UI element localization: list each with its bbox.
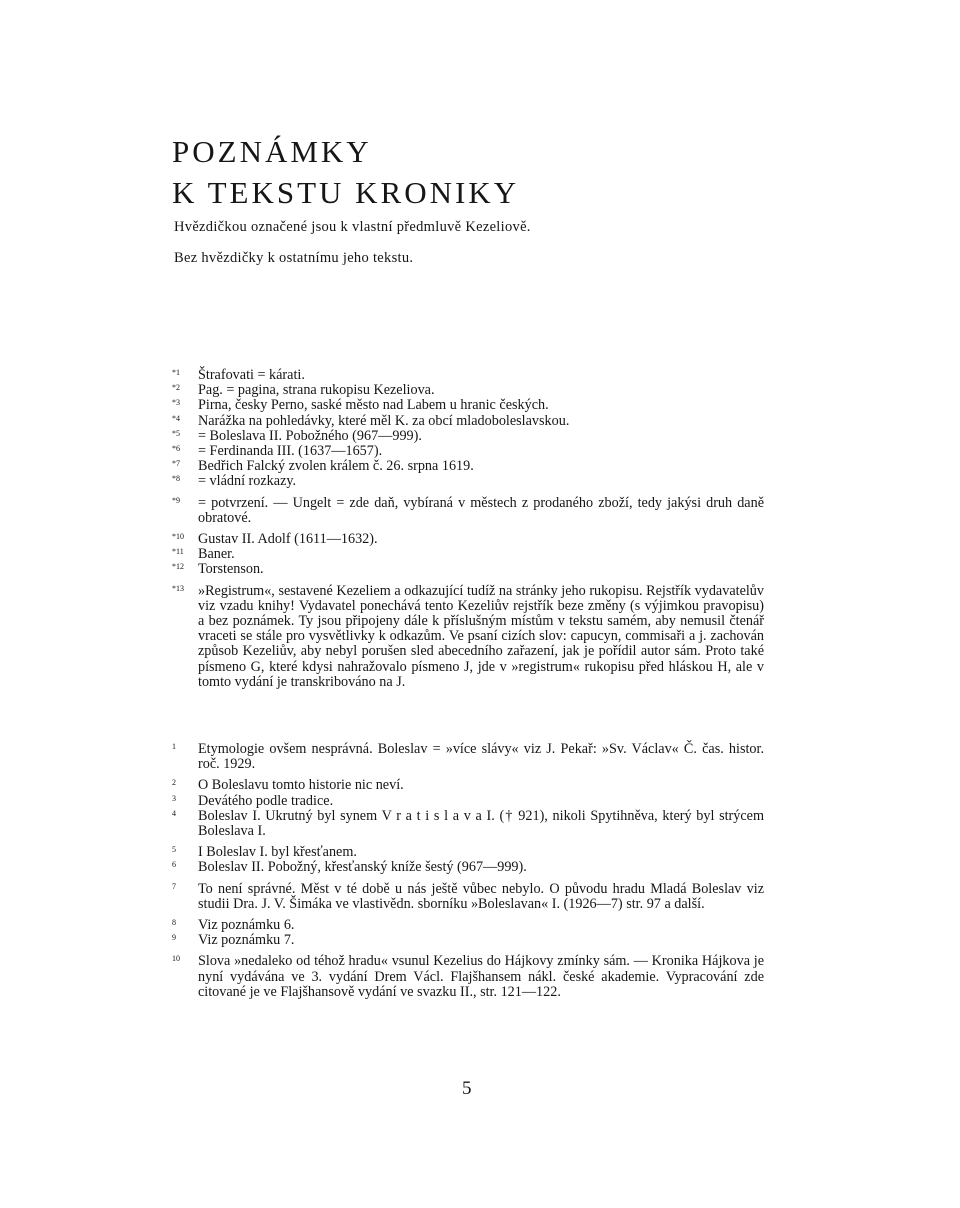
note-marker: 7	[172, 881, 176, 891]
note-marker: 6	[172, 860, 176, 870]
note-marker: *8	[172, 474, 180, 484]
note-marker: *2	[172, 383, 180, 393]
preface-note	[172, 398, 764, 413]
preface-note	[172, 368, 764, 383]
preface-note	[172, 532, 764, 547]
note-marker: *12	[172, 562, 184, 572]
note-marker: 9	[172, 933, 176, 943]
note-marker: *1	[172, 368, 180, 377]
preface-note	[172, 459, 764, 474]
note-text: Devátého podle tradice.	[198, 792, 334, 809]
note-marker: *9	[172, 495, 180, 505]
note-text: = Ferdinanda III. (1637—1657).	[198, 443, 383, 460]
intro-line-1: Hvězdičkou označené jsou k vlastní předmluvě Kezeliově.	[174, 219, 531, 235]
note-text: Boleslav II. Pobožný, křesťanský kníže šestý (967—999).	[198, 859, 527, 876]
note-text: »Registrum«, sestavené Kezeliem a odkazující tudíž na stránky jeho rukopisu. Rejstřík vydavatelův viz vzadu knihy! Vydavatel ponechává tento Kezeliův rejstřík beze změny (s výjimkou pravopisu) a bez poznámek. Ty jsou připojeny dále k příslušným místům v tekstu samém, aby nemusil čtenář vraceti se stále pro vysvětlivky k odkazům. Ve psaní cizích slov: capucyn, commisaři a j. zachován způsob Kezeliův, aby nebyl porušen sled abecedního zařazení, jak je pořídil autor sám. Proto také písmeno G, které kdysi nahražovalo písmeno J, jde v »registrum« rukopisu před hláskou H, ale v tomto vydání je transkribováno na J.	[198, 582, 764, 690]
page-number: 5	[462, 1078, 472, 1099]
note-text: Viz poznámku 7.	[198, 932, 295, 949]
note-marker: *7	[172, 459, 180, 469]
note-text: Boleslav I. Ukrutný byl synem V r a t i s l a v a I. († 921), nikoli Spytihněva, který byl strýcem Boleslava I.	[198, 807, 764, 840]
note-marker: *3	[172, 398, 180, 408]
note-text: = Boleslava II. Pobožného (967—999).	[198, 427, 422, 444]
preface-note	[172, 429, 764, 444]
text-note	[172, 742, 764, 772]
note-text: = potvrzení. — Ungelt = zde daň, vybíraná v městech z prodaného zboží, tedy jakýsi druh daně obratové.	[198, 494, 764, 526]
preface-note	[172, 474, 764, 489]
note-text: Baner.	[198, 546, 235, 563]
text-note	[172, 809, 764, 839]
note-marker: *6	[172, 444, 180, 454]
note-marker: 2	[172, 778, 176, 788]
note-text: Pirna, česky Perno, saské město nad Labem u hranic českých.	[198, 397, 549, 414]
text-note	[172, 860, 764, 875]
note-text: Bedřich Falcký zvolen králem č. 26. srpna 1619.	[198, 458, 474, 475]
note-text: = vládní rozkazy.	[198, 473, 297, 490]
note-marker: 1	[172, 742, 176, 751]
note-marker: 4	[172, 808, 176, 818]
note-marker: *4	[172, 413, 180, 423]
note-text: Štrafovati = kárati.	[198, 367, 305, 383]
preface-note	[172, 547, 764, 562]
note-text: Gustav II. Adolf (1611—1632).	[198, 531, 378, 548]
preface-note	[172, 496, 764, 526]
text-note	[172, 933, 764, 948]
preface-note	[172, 584, 764, 690]
note-text: Narážka na pohledávky, které měl K. za obcí mladoboleslavskou.	[198, 412, 570, 429]
text-note	[172, 778, 764, 793]
text-note	[172, 794, 764, 809]
preface-note	[172, 383, 764, 398]
text-note	[172, 845, 764, 860]
note-marker: *13	[172, 583, 184, 593]
preface-note	[172, 444, 764, 459]
note-marker: 5	[172, 845, 176, 855]
note-text: Torstenson.	[198, 561, 264, 578]
note-marker: 10	[172, 954, 180, 964]
note-text: O Boleslavu tomto historie nic neví.	[198, 777, 404, 794]
note-marker: 8	[172, 918, 176, 928]
note-marker: 3	[172, 793, 176, 803]
note-text: To není správné. Měst v té době u nás ještě vůbec nebylo. O původu hradu Mladá Boleslav viz studii Dra. J. V. Šimáka ve vlastivědn. sborníku »Boleslavan« I. (1926—7) str. 97 a další.	[198, 880, 764, 912]
note-marker: *11	[172, 547, 184, 557]
preface-notes-list	[172, 368, 764, 690]
note-text: Slova »nedaleko od téhož hradu« vsunul Kezelius do Hájkovy zmínky sám. — Kronika Hájkova je nyní vydávána ve 3. vydání Drem Václ. Flajšhansem nákl. české akademie. Vypracování zde citované je ve Flajšhansově vydání ve svazku II., str. 121—122.	[198, 953, 764, 1000]
text-note	[172, 954, 764, 1000]
note-marker: *5	[172, 428, 180, 438]
note-text: Viz poznámku 6.	[198, 917, 295, 934]
note-text: Etymologie ovšem nesprávná. Boleslav = »více slávy« viz J. Pekař: »Sv. Václav« Č. čas. histor. roč. 1929.	[198, 741, 764, 773]
preface-note	[172, 414, 764, 429]
text-note	[172, 918, 764, 933]
note-text: Pag. = pagina, strana rukopisu Kezeliova.	[198, 382, 435, 399]
text-note	[172, 882, 764, 912]
preface-note	[172, 562, 764, 577]
text-notes-list	[172, 742, 764, 1000]
intro-line-2: Bez hvězdičky k ostatnímu jeho tekstu.	[174, 250, 414, 266]
note-text: I Boleslav I. byl křesťanem.	[198, 844, 357, 861]
note-marker: *10	[172, 532, 184, 542]
page-title-line-1: POZNÁMKY	[172, 134, 372, 169]
page-title-line-2: K TEKSTU KRONIKY	[172, 175, 520, 210]
